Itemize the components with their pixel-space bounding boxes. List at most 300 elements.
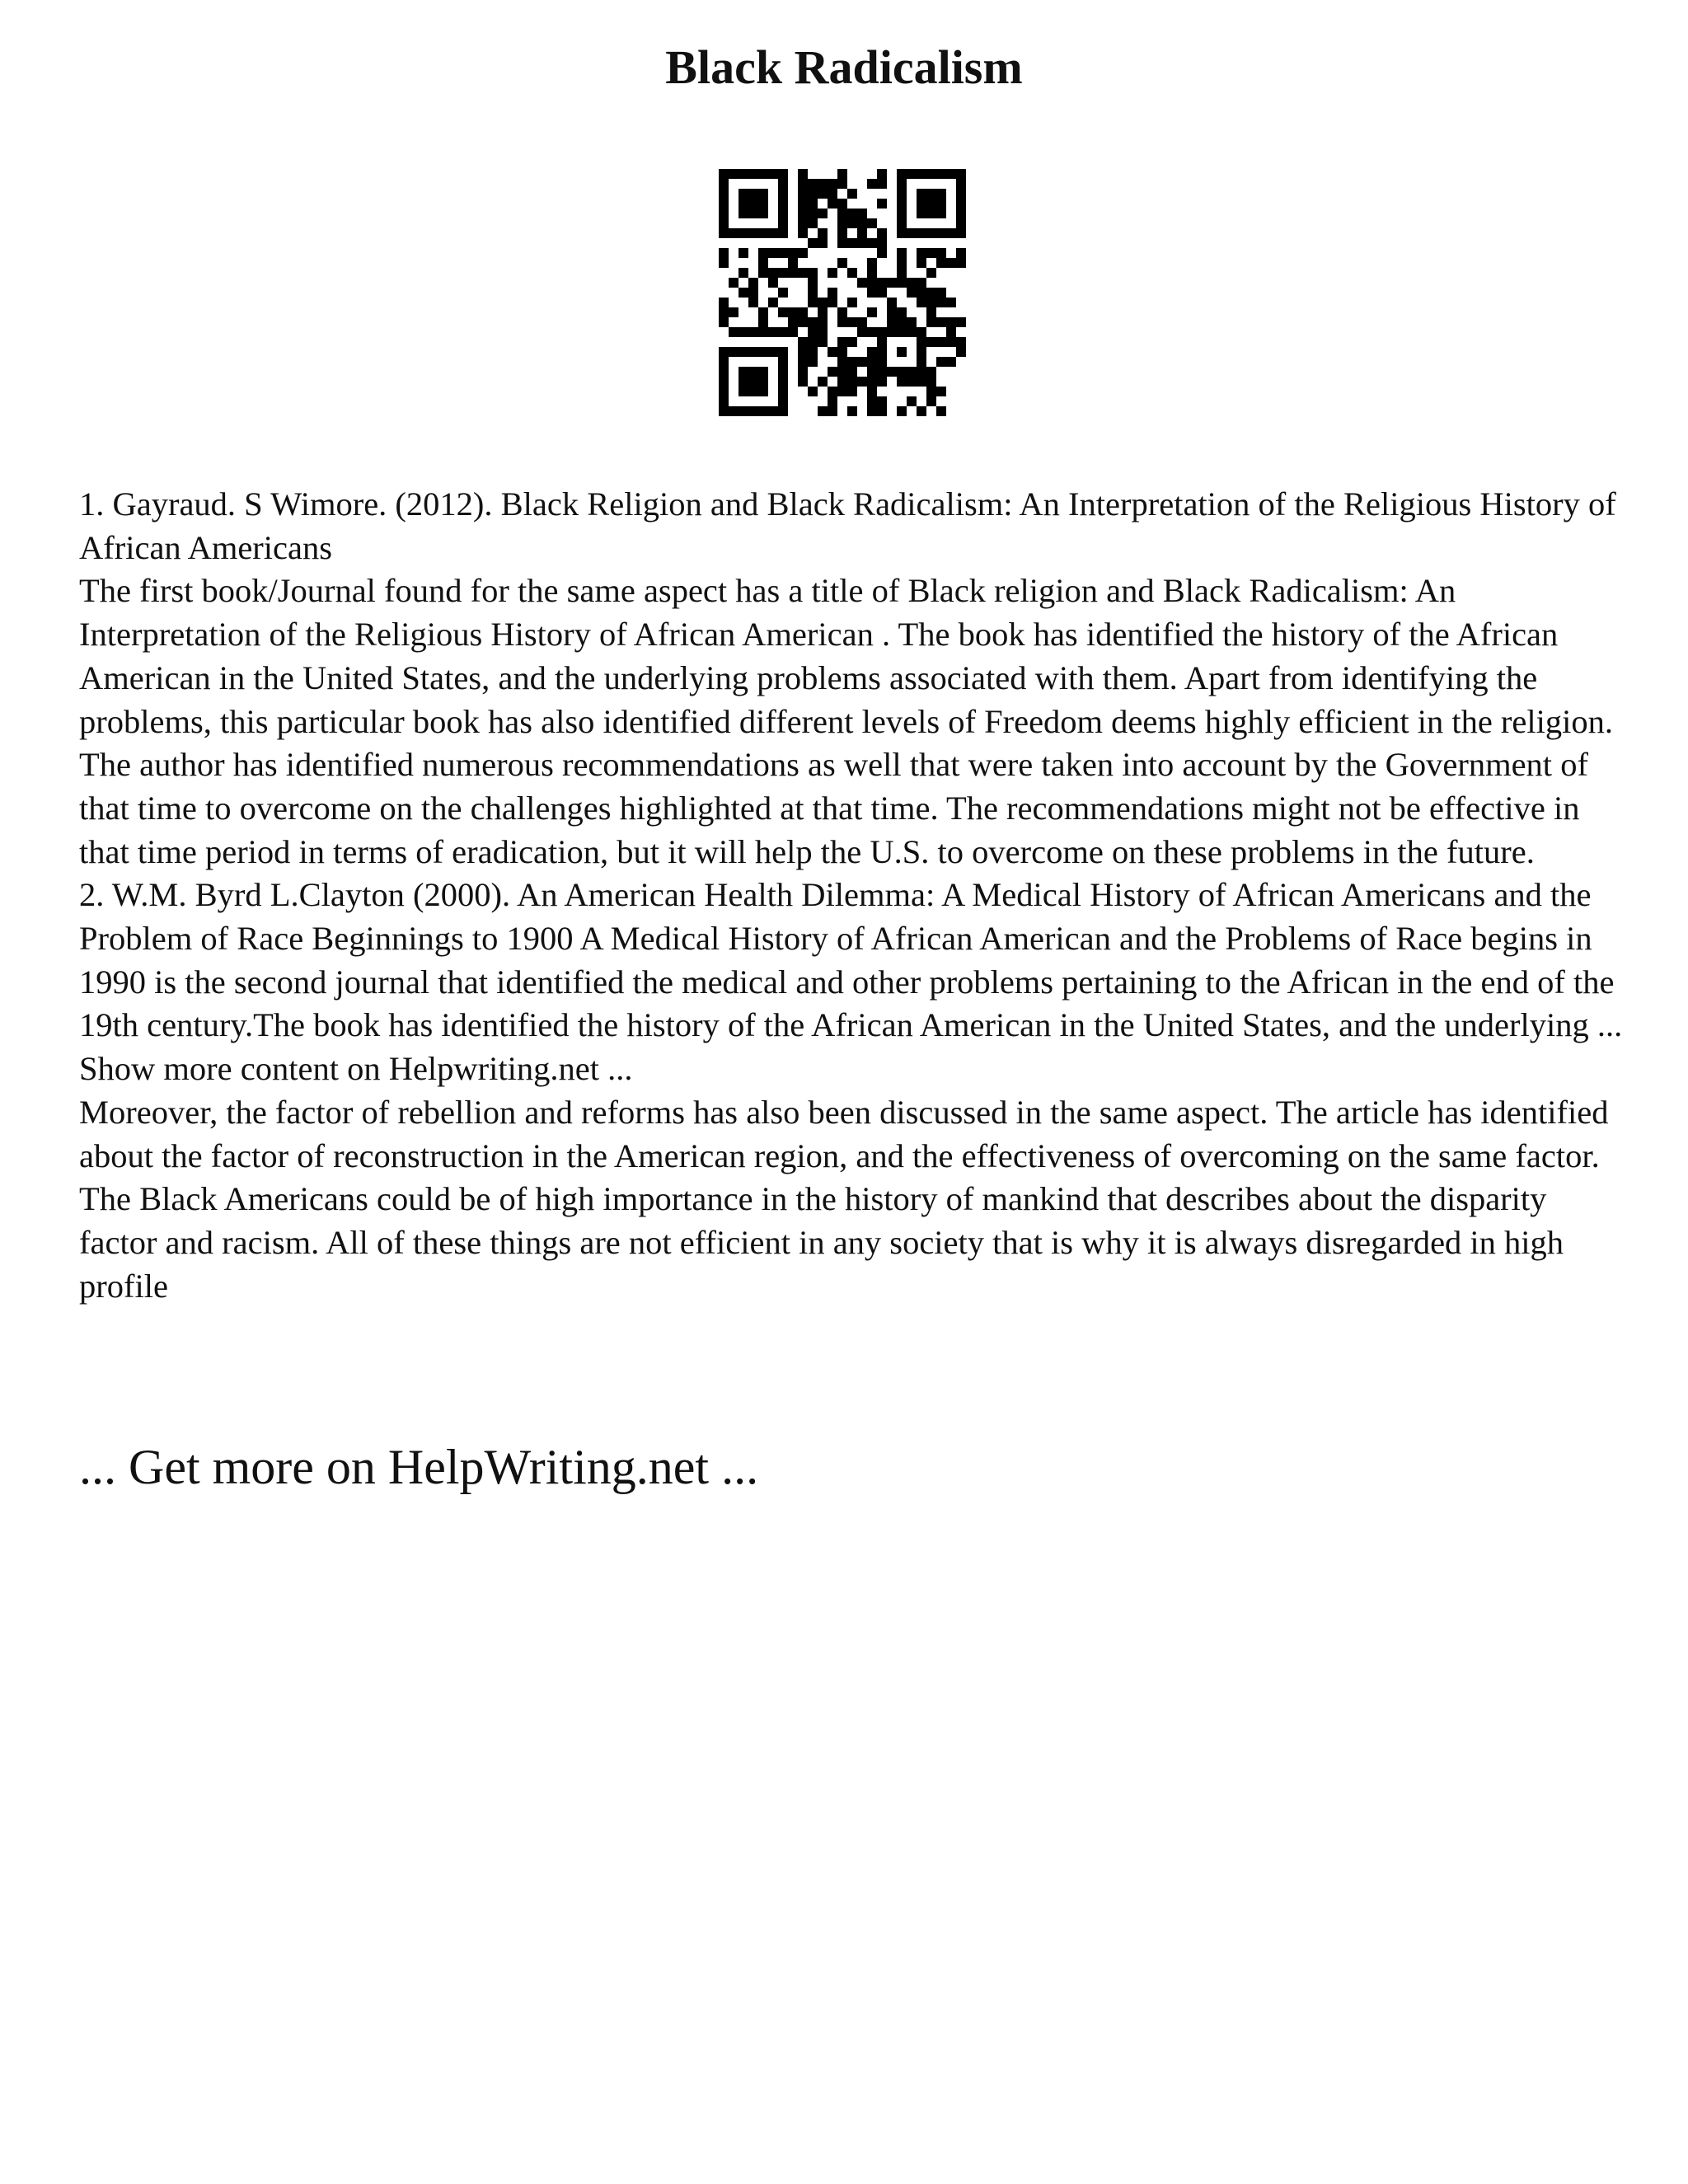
qr-module xyxy=(738,347,748,357)
qr-module xyxy=(877,228,887,238)
qr-module xyxy=(877,179,887,189)
qr-module xyxy=(719,169,729,179)
qr-module xyxy=(778,347,788,357)
qr-module xyxy=(808,347,818,357)
qr-module xyxy=(926,268,936,278)
qr-module xyxy=(926,396,936,406)
qr-module xyxy=(768,347,778,357)
qr-module xyxy=(758,377,768,387)
paragraph-reference-2: 2. W.M. Byrd L.Clayton (2000). An American Health Dilemma: A Medical History of African Americans and the Problem of Race Beginnings to 1900 A Medical History of African American and the Problems of Race begins in 1990 is the second journal that identified the medical and other problems pertaining to the African in the end of the 19th century.The book has identified the history of the African American in the United States, and the underlying ... Show more content on Helpwriting.net ... xyxy=(79,876,1623,1088)
qr-module xyxy=(907,228,917,238)
qr-module xyxy=(857,238,867,248)
qr-module xyxy=(946,317,956,327)
qr-module xyxy=(917,228,926,238)
qr-module xyxy=(758,199,768,209)
qr-module xyxy=(758,347,768,357)
qr-module xyxy=(956,258,966,268)
qr-module xyxy=(837,218,847,228)
qr-module xyxy=(877,347,887,357)
get-more-link[interactable]: ... Get more on HelpWriting.net ... xyxy=(79,1440,759,1494)
qr-module xyxy=(926,228,936,238)
qr-module xyxy=(798,307,808,317)
qr-module xyxy=(897,377,907,387)
qr-module xyxy=(729,169,738,179)
qr-module xyxy=(897,248,907,258)
qr-module xyxy=(946,298,956,307)
qr-module xyxy=(917,377,926,387)
qr-module xyxy=(847,268,857,278)
qr-module xyxy=(956,179,966,189)
qr-module xyxy=(828,179,837,189)
qr-module xyxy=(907,367,917,377)
qr-module xyxy=(758,258,768,268)
qr-module xyxy=(808,337,818,347)
qr-module xyxy=(808,209,818,218)
qr-module xyxy=(778,357,788,367)
qr-module xyxy=(719,317,729,327)
qr-module xyxy=(907,377,917,387)
qr-module xyxy=(729,347,738,357)
qr-module xyxy=(936,228,946,238)
qr-module xyxy=(857,357,867,367)
qr-module xyxy=(798,357,808,367)
qr-module xyxy=(917,357,926,367)
qr-module xyxy=(748,298,758,307)
qr-module xyxy=(956,218,966,228)
qr-module xyxy=(828,298,837,307)
qr-module xyxy=(956,209,966,218)
qr-module xyxy=(936,258,946,268)
qr-module xyxy=(788,248,798,258)
qr-module xyxy=(818,406,828,416)
qr-module xyxy=(818,327,828,337)
qr-module xyxy=(897,307,907,317)
qr-module xyxy=(907,396,917,406)
qr-module xyxy=(808,218,818,228)
qr-module xyxy=(867,218,877,228)
qr-module xyxy=(847,387,857,396)
qr-module xyxy=(719,387,729,396)
qr-module xyxy=(857,228,867,238)
qr-module xyxy=(818,179,828,189)
qr-module xyxy=(926,248,936,258)
qr-module xyxy=(818,317,828,327)
qr-module xyxy=(788,307,798,317)
qr-module xyxy=(956,347,966,357)
qr-module xyxy=(887,278,897,288)
qr-module xyxy=(808,189,818,199)
qr-module xyxy=(748,347,758,357)
qr-module xyxy=(837,337,847,347)
qr-module xyxy=(719,189,729,199)
qr-module xyxy=(897,228,907,238)
qr-module xyxy=(917,298,926,307)
qr-module xyxy=(758,268,768,278)
qr-module xyxy=(738,288,748,298)
qr-module xyxy=(778,268,788,278)
qr-module xyxy=(867,377,877,387)
qr-module xyxy=(748,169,758,179)
qr-module xyxy=(917,169,926,179)
qr-module xyxy=(956,248,966,258)
qr-module xyxy=(798,199,808,209)
qr-module xyxy=(748,288,758,298)
qr-module xyxy=(818,337,828,347)
qr-module xyxy=(778,307,788,317)
qr-module xyxy=(758,228,768,238)
qr-module xyxy=(837,238,847,248)
qr-module xyxy=(857,278,867,288)
qr-module xyxy=(828,189,837,199)
qr-module xyxy=(926,387,936,396)
qr-module xyxy=(788,258,798,268)
qr-module xyxy=(738,189,748,199)
qr-module xyxy=(926,317,936,327)
qr-module xyxy=(719,406,729,416)
qr-module xyxy=(926,189,936,199)
qr-module xyxy=(798,169,808,179)
qr-module xyxy=(748,377,758,387)
qr-module xyxy=(847,406,857,416)
qr-module xyxy=(798,337,808,347)
qr-module xyxy=(887,298,897,307)
qr-module xyxy=(798,377,808,387)
qr-module xyxy=(917,288,926,298)
qr-module xyxy=(808,298,818,307)
qr-module xyxy=(778,288,788,298)
qr-module xyxy=(897,367,907,377)
qr-module xyxy=(758,406,768,416)
qr-module xyxy=(768,169,778,179)
qr-module xyxy=(738,406,748,416)
qr-module xyxy=(936,199,946,209)
qr-module xyxy=(877,199,887,209)
qr-module xyxy=(738,367,748,377)
qr-module xyxy=(778,377,788,387)
qr-module xyxy=(887,367,897,377)
qr-module xyxy=(828,406,837,416)
qr-module xyxy=(867,179,877,189)
qr-module xyxy=(778,406,788,416)
qr-module xyxy=(936,288,946,298)
qr-module xyxy=(758,367,768,377)
qr-module xyxy=(917,367,926,377)
qr-module xyxy=(808,199,818,209)
qr-module xyxy=(917,406,926,416)
qr-module xyxy=(956,337,966,347)
qr-module xyxy=(719,357,729,367)
qr-module xyxy=(917,327,926,337)
qr-module xyxy=(758,248,768,258)
qr-module xyxy=(768,406,778,416)
page-title: Black Radicalism xyxy=(665,40,1023,94)
qr-module xyxy=(768,268,778,278)
qr-module xyxy=(877,248,887,258)
qr-module xyxy=(936,406,946,416)
qr-module xyxy=(877,288,887,298)
qr-module xyxy=(837,179,847,189)
qr-module xyxy=(936,298,946,307)
qr-module xyxy=(897,189,907,199)
qr-module xyxy=(877,278,887,288)
qr-module xyxy=(768,278,778,288)
qr-module xyxy=(719,258,729,268)
qr-module xyxy=(818,228,828,238)
qr-module xyxy=(917,189,926,199)
qr-module xyxy=(897,317,907,327)
qr-module xyxy=(837,209,847,218)
qr-module xyxy=(907,278,917,288)
qr-module xyxy=(926,288,936,298)
paragraph-summary-2: Moreover, the factor of rebellion and reforms has also been discussed in the same aspect. The article has identified about the factor of reconstruction in the American region, and the effectiveness of overcoming on the same factor. The Black Americans could be of high importance in the history of mankind that describes about the disparity factor and racism. All of these things are not efficient in any society that is why it is always disregarded in high profile xyxy=(79,1093,1609,1305)
qr-module xyxy=(719,396,729,406)
qr-module xyxy=(857,327,867,337)
qr-module xyxy=(818,209,828,218)
qr-module xyxy=(917,199,926,209)
qr-module xyxy=(778,228,788,238)
qr-module xyxy=(719,228,729,238)
qr-module xyxy=(926,209,936,218)
qr-module xyxy=(828,367,837,377)
qr-module xyxy=(847,367,857,377)
qr-module xyxy=(956,317,966,327)
qr-module xyxy=(877,396,887,406)
qr-module xyxy=(936,209,946,218)
qr-module xyxy=(818,238,828,248)
qr-module xyxy=(946,258,956,268)
qr-module xyxy=(877,377,887,387)
qr-module xyxy=(877,357,887,367)
qr-module xyxy=(828,347,837,357)
qr-module xyxy=(946,228,956,238)
qr-module xyxy=(847,337,857,347)
qr-module xyxy=(877,169,887,179)
qr-module xyxy=(936,169,946,179)
qr-module xyxy=(897,218,907,228)
qr-module xyxy=(758,327,768,337)
qr-module xyxy=(818,189,828,199)
qr-module xyxy=(738,327,748,337)
qr-module xyxy=(867,268,877,278)
qr-module xyxy=(758,209,768,218)
qr-module xyxy=(897,179,907,189)
qr-module xyxy=(887,317,897,327)
qr-module xyxy=(847,189,857,199)
qr-module xyxy=(847,357,857,367)
qr-module xyxy=(867,238,877,248)
qr-module xyxy=(748,189,758,199)
qr-module xyxy=(778,209,788,218)
qr-module xyxy=(808,327,818,337)
qr-module xyxy=(857,377,867,387)
qr-module xyxy=(936,317,946,327)
qr-module xyxy=(877,337,887,347)
qr-module xyxy=(897,347,907,357)
qr-module xyxy=(719,209,729,218)
qr-module xyxy=(897,327,907,337)
qr-module xyxy=(778,387,788,396)
qr-module xyxy=(798,228,808,238)
qr-module xyxy=(867,367,877,377)
qr-module xyxy=(778,396,788,406)
qr-module xyxy=(877,238,887,248)
qr-module xyxy=(828,396,837,406)
qr-module xyxy=(897,258,907,268)
qr-module xyxy=(847,377,857,387)
qr-module xyxy=(808,238,818,248)
qr-module xyxy=(808,387,818,396)
qr-module xyxy=(956,228,966,238)
qr-module xyxy=(867,357,877,367)
qr-module xyxy=(798,317,808,327)
qr-module xyxy=(738,387,748,396)
qr-module xyxy=(738,248,748,258)
qr-module xyxy=(768,327,778,337)
qr-module xyxy=(738,228,748,238)
qr-module xyxy=(818,307,828,317)
paragraph-reference-1: 1. Gayraud. S Wimore. (2012). Black Religion and Black Radicalism: An Interpretation of the Religious History of African Americans xyxy=(79,485,1616,566)
qr-module xyxy=(837,377,847,387)
qr-module xyxy=(857,218,867,228)
qr-module xyxy=(828,288,837,298)
qr-module xyxy=(837,387,847,396)
qr-module xyxy=(798,268,808,278)
qr-module xyxy=(926,367,936,377)
qr-module xyxy=(847,238,857,248)
qr-module xyxy=(917,248,926,258)
qr-module xyxy=(778,179,788,189)
qr-module xyxy=(748,278,758,288)
qr-module xyxy=(897,278,907,288)
qr-module xyxy=(936,248,946,258)
qr-module xyxy=(867,347,877,357)
qr-module xyxy=(956,169,966,179)
paragraph-summary-1: The first book/Journal found for the same aspect has a title of Black religion and Black Radicalism: An Interpretation of the Religious History of African American . The book has identified the history of the African American in the United States, and the underlying problems associated with them. Apart from identifying the problems, this particular book has also identified different levels of Freedom deems highly efficient in the religion. The author has identified numerous recommendations as well that were taken into account by the Government of that time to overcome on the challenges highlighted at that time. The recommendations might not be effective in that time period in terms of eradication, but it will help the U.S. to overcome on these problems in the future. xyxy=(79,572,1614,870)
qr-module xyxy=(837,199,847,209)
qr-module xyxy=(837,367,847,377)
qr-module xyxy=(798,347,808,357)
qr-module xyxy=(729,228,738,238)
qr-module xyxy=(808,317,818,327)
qr-module xyxy=(956,199,966,209)
qr-module xyxy=(828,199,837,209)
qr-module xyxy=(719,218,729,228)
qr-module xyxy=(917,278,926,288)
qr-module xyxy=(897,199,907,209)
qr-module xyxy=(778,248,788,258)
qr-module xyxy=(867,258,877,268)
qr-module xyxy=(748,327,758,337)
qr-module xyxy=(956,189,966,199)
qr-module xyxy=(897,209,907,218)
qr-module xyxy=(946,169,956,179)
qr-module xyxy=(778,327,788,337)
qr-module xyxy=(936,189,946,199)
qr-module xyxy=(847,209,857,218)
qr-module xyxy=(847,298,857,307)
qr-module xyxy=(897,406,907,416)
qr-module xyxy=(719,179,729,189)
qr-module xyxy=(946,327,956,337)
qr-module xyxy=(917,337,926,347)
qr-module xyxy=(936,387,946,396)
qr-module xyxy=(778,189,788,199)
qr-module xyxy=(828,387,837,396)
qr-module xyxy=(768,228,778,238)
qr-module xyxy=(798,218,808,228)
qr-module xyxy=(818,377,828,387)
qr-module xyxy=(748,199,758,209)
qr-module xyxy=(867,288,877,298)
qr-module xyxy=(867,396,877,406)
qr-module xyxy=(926,199,936,209)
qr-module xyxy=(917,347,926,357)
qr-module xyxy=(748,228,758,238)
qr-module xyxy=(877,327,887,337)
qr-module xyxy=(907,327,917,337)
qr-module xyxy=(808,179,818,189)
qr-module xyxy=(798,189,808,199)
qr-module xyxy=(907,317,917,327)
qr-module xyxy=(808,268,818,278)
qr-module xyxy=(907,169,917,179)
qr-module xyxy=(788,268,798,278)
qr-module xyxy=(768,298,778,307)
qr-module xyxy=(719,248,729,258)
qr-module xyxy=(758,169,768,179)
qr-module xyxy=(946,337,956,347)
qr-module xyxy=(798,209,808,218)
qr-module xyxy=(758,317,768,327)
qr-code-icon xyxy=(719,169,966,416)
qr-module xyxy=(738,209,748,218)
qr-module xyxy=(837,169,847,179)
qr-module xyxy=(729,278,738,288)
qr-module xyxy=(748,406,758,416)
qr-module xyxy=(837,228,847,238)
qr-module xyxy=(758,189,768,199)
qr-module xyxy=(857,317,867,327)
qr-module xyxy=(847,218,857,228)
qr-module xyxy=(837,357,847,367)
qr-module xyxy=(738,268,748,278)
qr-module xyxy=(808,288,818,298)
qr-module xyxy=(808,278,818,288)
qr-module xyxy=(778,169,788,179)
qr-module xyxy=(778,367,788,377)
qr-module xyxy=(729,406,738,416)
qr-module xyxy=(788,327,798,337)
qr-module xyxy=(778,218,788,228)
qr-module xyxy=(719,298,729,307)
qr-module xyxy=(887,307,897,317)
qr-module xyxy=(778,199,788,209)
qr-module xyxy=(926,377,936,387)
qr-module xyxy=(837,317,847,327)
qr-module xyxy=(897,268,907,278)
qr-module xyxy=(926,337,936,347)
qr-module xyxy=(946,357,956,367)
qr-module xyxy=(798,248,808,258)
qr-module xyxy=(926,169,936,179)
qr-module xyxy=(936,357,946,367)
qr-module xyxy=(926,307,936,317)
qr-module xyxy=(837,307,847,317)
qr-module xyxy=(877,367,887,377)
qr-module xyxy=(828,268,837,278)
qr-module xyxy=(738,199,748,209)
qr-module xyxy=(867,278,877,288)
